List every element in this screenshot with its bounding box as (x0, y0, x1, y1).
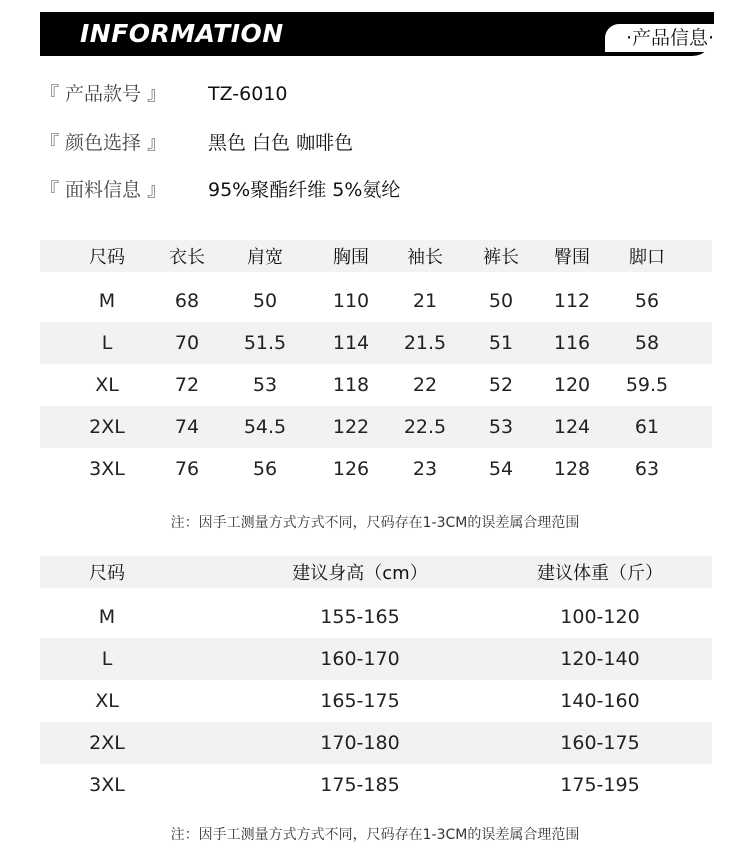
table-cell: 140-160 (560, 690, 640, 712)
table-cell: 50 (252, 290, 278, 312)
table-cell: 21.5 (403, 332, 447, 354)
header-cell: 尺码 (89, 563, 125, 584)
table-row (40, 280, 712, 322)
table-cell: 70 (174, 332, 200, 354)
table-row (40, 596, 712, 638)
table-cell: 54.5 (243, 416, 287, 438)
info-value: TZ-6010 (208, 83, 288, 105)
table-row (40, 448, 712, 490)
table-cell: 124 (553, 416, 591, 438)
header-cell: 脚口 (629, 247, 665, 268)
table-cell: 3XL (89, 458, 125, 480)
table-cell: 165-175 (320, 690, 400, 712)
table-cell: 51.5 (243, 332, 287, 354)
table-cell: 54 (488, 458, 514, 480)
table-cell: 175-185 (320, 774, 400, 796)
table-cell: 56 (634, 290, 660, 312)
table-cell: 155-165 (320, 606, 400, 628)
banner-title: INFORMATION (80, 19, 284, 48)
table-cell: 59.5 (625, 374, 669, 396)
header-cell: 裤长 (483, 247, 519, 268)
table-row (40, 722, 712, 764)
table-cell: 68 (174, 290, 200, 312)
table-cell: 63 (634, 458, 660, 480)
table-cell: 175-195 (560, 774, 640, 796)
table-cell: XL (95, 374, 119, 396)
table-cell: 22 (412, 374, 438, 396)
table-cell: 23 (412, 458, 438, 480)
measurement-note: 注：因手工测量方式方式不同，尺码存在1-3CM的误差属合理范围 (170, 827, 580, 843)
table-cell: 74 (174, 416, 200, 438)
size-table-header (40, 240, 712, 272)
table-cell: 170-180 (320, 732, 400, 754)
table-cell: 72 (174, 374, 200, 396)
info-label: 『 产品款号 』 (40, 83, 167, 105)
info-label: 『 面料信息 』 (40, 179, 167, 201)
table-cell: 56 (252, 458, 278, 480)
size-table (40, 240, 712, 490)
header-cell: 肩宽 (247, 247, 283, 268)
info-label: 『 颜色选择 』 (40, 132, 167, 154)
info-banner (40, 12, 714, 56)
table-cell: 76 (174, 458, 200, 480)
table-row (40, 764, 712, 806)
info-value: 95%聚酯纤维 5%氨纶 (208, 179, 401, 201)
table-cell: M (98, 290, 116, 312)
table-row (40, 322, 712, 364)
table-cell: 122 (332, 416, 370, 438)
table-cell: 118 (332, 374, 370, 396)
table-cell: 21 (412, 290, 438, 312)
table-cell: XL (95, 690, 119, 712)
info-value: 黑色 白色 咖啡色 (208, 132, 354, 154)
table-cell: 53 (488, 416, 514, 438)
table-cell: 2XL (89, 416, 125, 438)
table-cell: 120 (553, 374, 591, 396)
table-cell: 2XL (89, 732, 125, 754)
header-cell: 衣长 (169, 247, 205, 268)
measurement-note: 注：因手工测量方式方式不同，尺码存在1-3CM的误差属合理范围 (170, 515, 580, 531)
table-cell: L (101, 648, 113, 670)
table-cell: 58 (634, 332, 660, 354)
table-cell: 22.5 (403, 416, 447, 438)
header-cell: 臀围 (554, 247, 590, 268)
table-cell: 116 (553, 332, 591, 354)
table-row (40, 638, 712, 680)
header-cell: 建议身高（cm） (292, 563, 428, 584)
table-row (40, 406, 712, 448)
table-cell: 50 (488, 290, 514, 312)
fit-table-header (40, 556, 712, 588)
table-cell: 3XL (89, 774, 125, 796)
table-cell: 52 (488, 374, 514, 396)
header-cell: 袖长 (407, 247, 443, 268)
table-row (40, 364, 712, 406)
table-cell: 128 (553, 458, 591, 480)
table-cell: 100-120 (560, 606, 640, 628)
banner-tag: ·产品信息· (605, 24, 735, 52)
header-cell: 建议体重（斤） (537, 563, 663, 584)
header-cell: 尺码 (89, 247, 125, 268)
table-row (40, 680, 712, 722)
table-cell: M (98, 606, 116, 628)
table-cell: 112 (553, 290, 591, 312)
table-cell: 51 (488, 332, 514, 354)
header-cell: 胸围 (333, 247, 369, 268)
table-cell: 114 (332, 332, 370, 354)
table-cell: 160-170 (320, 648, 400, 670)
table-cell: 61 (634, 416, 660, 438)
table-cell: 110 (332, 290, 370, 312)
table-cell: 53 (252, 374, 278, 396)
fit-table (40, 556, 712, 806)
table-cell: 160-175 (560, 732, 640, 754)
table-cell: L (101, 332, 113, 354)
table-cell: 120-140 (560, 648, 640, 670)
table-cell: 126 (332, 458, 370, 480)
